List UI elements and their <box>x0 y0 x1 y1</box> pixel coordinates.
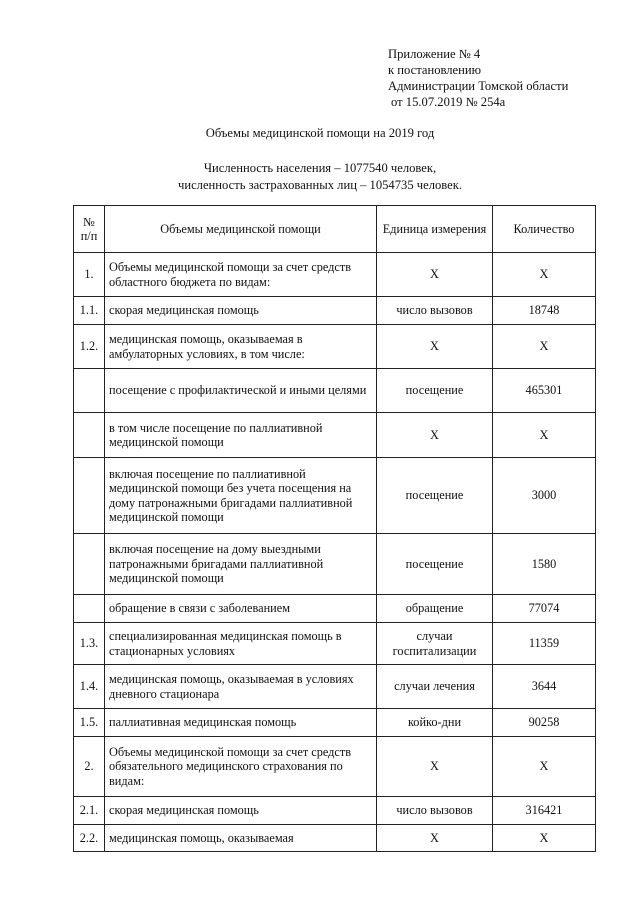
row-qty: 316421 <box>493 797 596 825</box>
row-unit: посещение <box>377 369 493 413</box>
row-name: посещение с профилактической и иными целями <box>105 369 377 413</box>
row-num <box>74 595 105 623</box>
row-name: скорая медицинская помощь <box>105 297 377 325</box>
volumes-table <box>73 205 596 852</box>
row-name: медицинская помощь, оказываемая <box>105 825 377 852</box>
row-unit: Х <box>377 737 493 797</box>
annex-header <box>388 46 568 110</box>
row-unit: Х <box>377 253 493 297</box>
header-qty: Количество <box>493 206 596 253</box>
table-row <box>74 737 596 797</box>
row-name: медицинская помощь, оказываемая в условиях дневного стационара <box>105 665 377 709</box>
row-qty: Х <box>493 413 596 458</box>
row-num: 1. <box>74 253 105 297</box>
row-name: скорая медицинская помощь <box>105 797 377 825</box>
table-row <box>74 458 596 534</box>
row-qty: Х <box>493 737 596 797</box>
row-unit: Х <box>377 325 493 369</box>
annex-authority: Администрации Томской области <box>388 79 569 93</box>
row-num: 1.1. <box>74 297 105 325</box>
row-unit: койко-дни <box>377 709 493 737</box>
row-num <box>74 369 105 413</box>
row-name: включая посещение на дому выездными патронажными бригадами паллиативной медицинской помощи <box>105 534 377 595</box>
row-num <box>74 534 105 595</box>
row-unit: число вызовов <box>377 297 493 325</box>
table-row <box>74 595 596 623</box>
header-num: № п/п <box>74 206 105 253</box>
row-qty: Х <box>493 825 596 852</box>
row-unit: число вызовов <box>377 797 493 825</box>
row-name: медицинская помощь, оказываемая в амбулаторных условиях, в том числе: <box>105 325 377 369</box>
table-row <box>74 825 596 852</box>
row-num: 1.3. <box>74 623 105 665</box>
table-row <box>74 369 596 413</box>
row-name: паллиативная медицинская помощь <box>105 709 377 737</box>
table-row <box>74 297 596 325</box>
row-qty: 90258 <box>493 709 596 737</box>
document-title: Объемы медицинской помощи на 2019 год <box>205 126 435 140</box>
row-num: 1.5. <box>74 709 105 737</box>
row-qty: 11359 <box>493 623 596 665</box>
row-qty: 3000 <box>493 458 596 534</box>
annex-reference: к постановлению <box>388 63 482 77</box>
header-name: Объемы медицинской помощи <box>105 206 377 253</box>
population-count: Численность населения – 1077540 человек, <box>203 161 437 175</box>
row-qty: 18748 <box>493 297 596 325</box>
row-name: специализированная медицинская помощь в стационарных условиях <box>105 623 377 665</box>
row-unit: случаи лечения <box>377 665 493 709</box>
table-row <box>74 623 596 665</box>
table-row <box>74 709 596 737</box>
row-name: включая посещение по паллиативной медицинской помощи без учета посещения на дому патронажными бригадами паллиативной медицинской помощи <box>105 458 377 534</box>
table-row <box>74 413 596 458</box>
row-qty: 1580 <box>493 534 596 595</box>
row-unit: посещение <box>377 534 493 595</box>
row-qty: 77074 <box>493 595 596 623</box>
table-row <box>74 534 596 595</box>
row-num: 2.1. <box>74 797 105 825</box>
row-num: 1.2. <box>74 325 105 369</box>
table-row <box>74 665 596 709</box>
population-info <box>0 160 640 194</box>
row-unit: Х <box>377 825 493 852</box>
annex-title: Приложение № 4 <box>388 47 481 61</box>
row-num: 2. <box>74 737 105 797</box>
annex-date-number: от 15.07.2019 № 254а <box>391 95 506 109</box>
table-header-row <box>74 206 596 253</box>
row-unit: Х <box>377 413 493 458</box>
row-num: 2.2. <box>74 825 105 852</box>
row-qty: 465301 <box>493 369 596 413</box>
row-name: обращение в связи с заболеванием <box>105 595 377 623</box>
row-unit: обращение <box>377 595 493 623</box>
table-row <box>74 325 596 369</box>
row-unit: посещение <box>377 458 493 534</box>
header-unit: Единица измерения <box>377 206 493 253</box>
row-name: Объемы медицинской помощи за счет средств обязательного медицинского страхования по видам: <box>105 737 377 797</box>
insured-count: численность застрахованных лиц – 1054735 человек. <box>178 178 462 192</box>
row-num <box>74 413 105 458</box>
row-qty: Х <box>493 253 596 297</box>
row-name: в том числе посещение по паллиативной медицинской помощи <box>105 413 377 458</box>
table-row <box>74 253 596 297</box>
table-row <box>74 797 596 825</box>
row-qty: Х <box>493 325 596 369</box>
row-unit: случаи госпитализации <box>377 623 493 665</box>
row-name: Объемы медицинской помощи за счет средств областного бюджета по видам: <box>105 253 377 297</box>
row-num: 1.4. <box>74 665 105 709</box>
row-num <box>74 458 105 534</box>
row-qty: 3644 <box>493 665 596 709</box>
